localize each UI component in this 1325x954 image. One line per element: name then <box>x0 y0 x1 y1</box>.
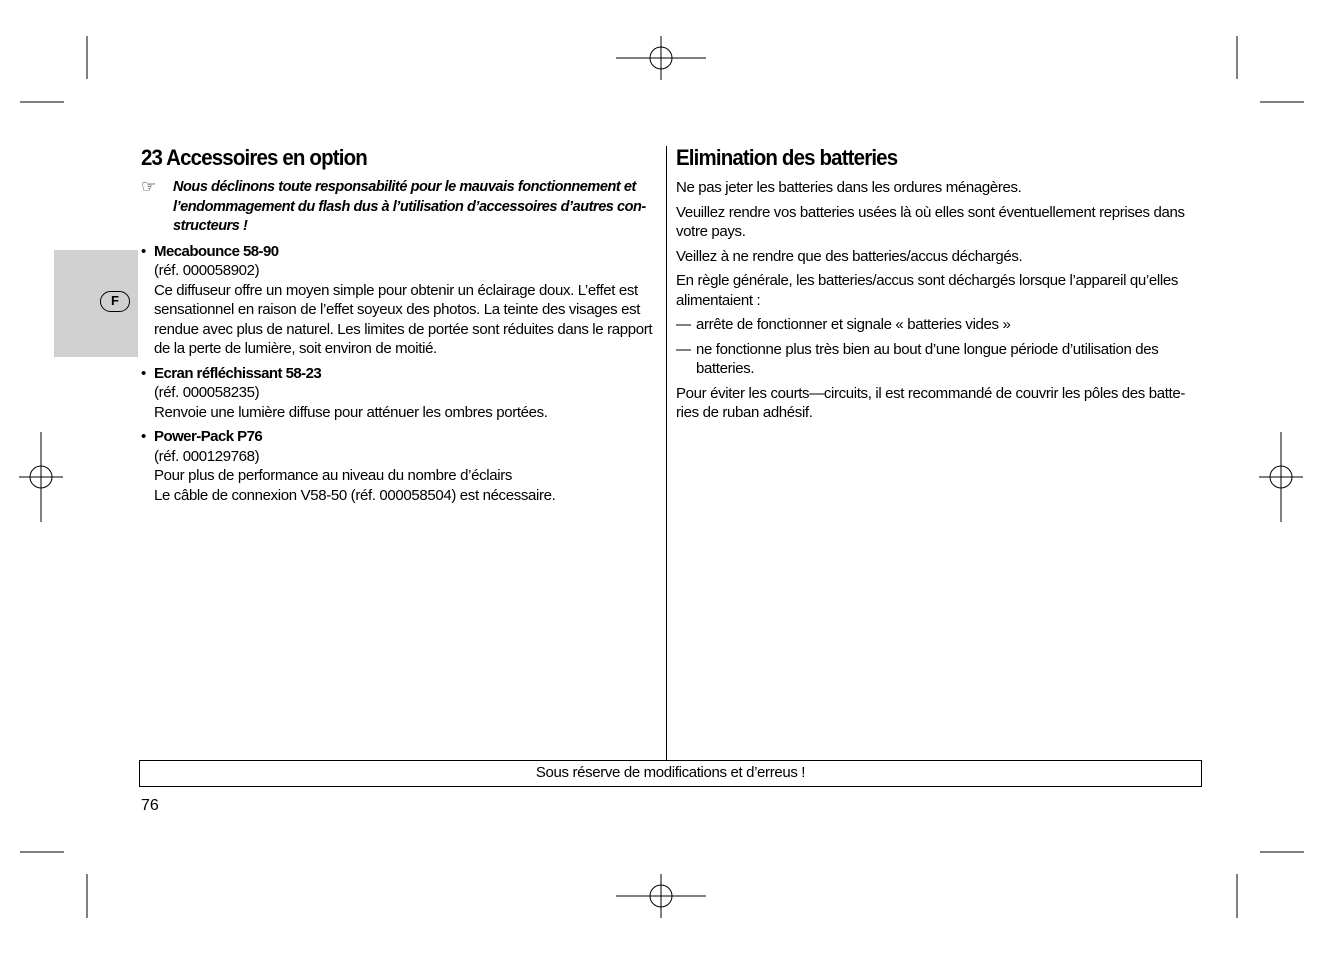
paragraph: Ne pas jeter les batteries dans les ordures ménagères. <box>676 179 1022 196</box>
battery-disposal-heading: Elimination des batteries <box>676 145 898 170</box>
left-column <box>141 144 659 510</box>
dash-icon: — <box>676 316 691 333</box>
pointing-hand-icon: ☞ <box>141 177 156 196</box>
dash-list-text: arrête de fonctionner et signale « batteries vides » <box>696 316 1011 333</box>
liability-note-text: Nous déclinons toute responsabilité pour le mauvais fonctionnement et l’endommagement du flash dus à l’utilisation d’accessoires d’autres con-structeurs ! <box>173 179 646 234</box>
bullet-icon: • <box>141 242 146 260</box>
bullet-icon: • <box>141 364 146 382</box>
accessory-name: Ecran réfléchissant 58-23 <box>154 364 322 382</box>
bullet-icon: • <box>141 428 146 445</box>
accessory-description: Ce diffuseur offre un moyen simple pour obtenir un éclairage doux. L’effet est sensationnel en raison de l’effet soyeux des photos. La teinte des visages est rendue avec plus de naturel. Les limites de portée sont réduites dans le rapport de la perte de lumière, soit environ de moitié. <box>154 281 653 357</box>
footer-disclaimer: Sous réserve de modifications et d’erreus ! <box>139 760 1202 787</box>
column-divider <box>666 146 667 760</box>
paragraph: Veillez à ne rendre que des batteries/accus déchargés. <box>676 247 1023 265</box>
dash-icon: — <box>676 340 691 358</box>
paragraph: Pour éviter les courts—circuits, il est recommandé de couvrir les pôles des batte-ries de ruban adhésif. <box>676 384 1186 421</box>
paragraph: En règle générale, les batteries/accus sont déchargés lorsque l’appareil qu’elles alimentaient : <box>676 272 1178 309</box>
page-number: 76 <box>141 797 159 814</box>
accessory-description: Renvoie une lumière diffuse pour atténuer les ombres portées. <box>154 403 548 421</box>
right-column <box>676 144 1190 428</box>
accessory-description: Pour plus de performance au niveau du nombre d’éclairs <box>154 467 512 484</box>
language-badge: F <box>100 291 130 312</box>
dash-list-item <box>676 315 1190 335</box>
accessory-item <box>141 427 659 505</box>
accessory-item <box>141 242 659 359</box>
accessory-item <box>141 364 659 423</box>
dash-list-text: ne fonctionne plus très bien au bout d’une longue période d’utilisation des batteries. <box>696 340 1159 377</box>
accessories-heading: 23 Accessoires en option <box>141 145 367 170</box>
accessory-ref: (réf. 000058902) <box>154 262 260 279</box>
accessory-ref: (réf. 000058235) <box>154 384 260 401</box>
dash-list-item <box>676 340 1190 379</box>
accessory-ref: (réf. 000129768) <box>154 447 260 465</box>
paragraph: Veuillez rendre vos batteries usées là où elles sont éventuellement reprises dans votre pays. <box>676 203 1185 240</box>
liability-note <box>141 178 659 237</box>
accessory-requirement: Le câble de connexion V58-50 (réf. 000058504) est nécessaire. <box>154 486 556 504</box>
accessory-name: Mecabounce 58-90 <box>154 242 279 260</box>
accessory-name: Power-Pack P76 <box>154 428 263 445</box>
